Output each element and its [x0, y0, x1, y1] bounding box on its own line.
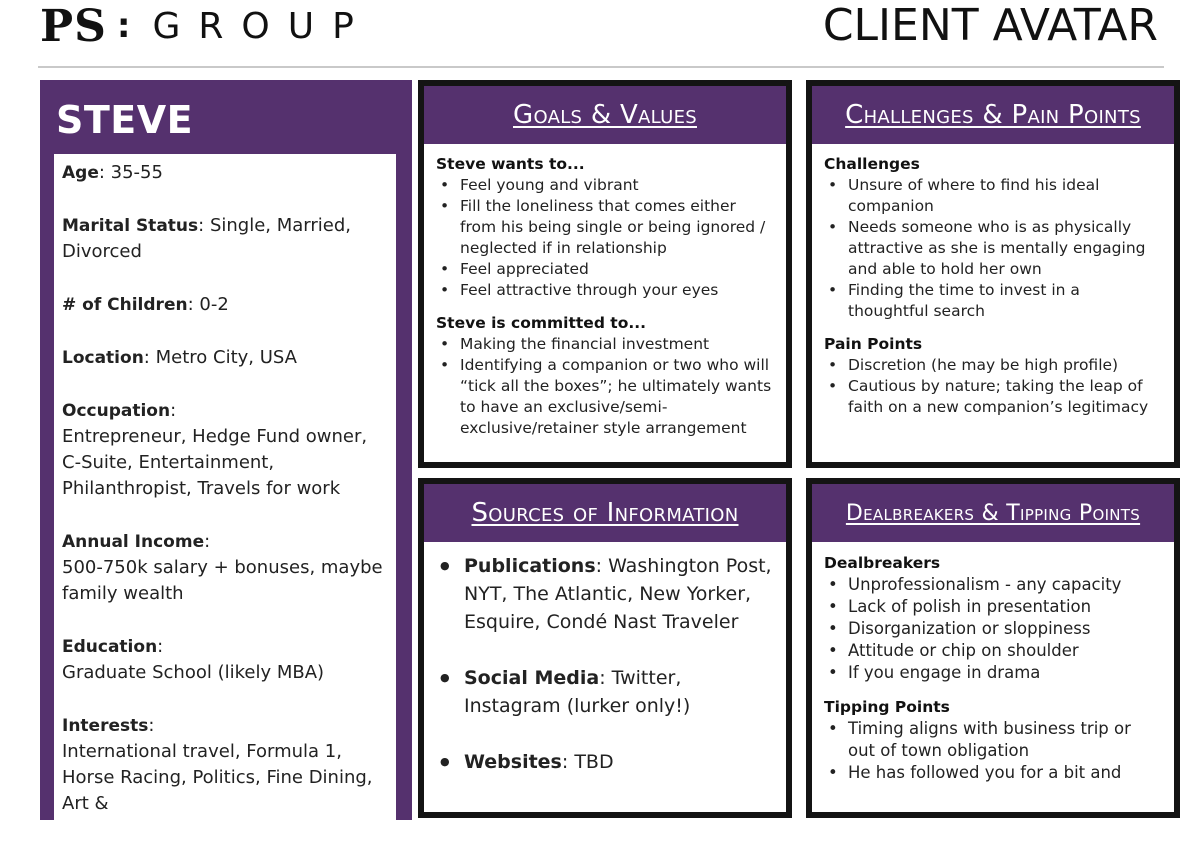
list-item: • He has followed you for a bit and — [824, 762, 1162, 784]
panel-header — [424, 86, 786, 144]
panel-title: Sources of Information — [471, 498, 739, 528]
sources-of-information-panel — [418, 478, 792, 818]
field-label: Occupation — [62, 401, 171, 421]
field-occupation: Occupation: Entrepreneur, Hedge Fund owner, C-Suite, Entertainment, Philanthropist, Travels for work — [62, 400, 368, 499]
source-label: Publications — [464, 555, 596, 577]
list-item: • Feel appreciated — [436, 259, 774, 280]
dealbreakers-list — [824, 574, 1162, 684]
dealbreakers-heading: Dealbreakers — [824, 554, 941, 572]
sources-list — [424, 542, 786, 776]
committed-list — [436, 334, 774, 439]
panel-title: Challenges & Pain Points — [845, 100, 1141, 130]
avatar-panel — [40, 80, 412, 820]
header-divider — [38, 66, 1164, 68]
field-marital-status: Marital Status: Single, Married, Divorced — [62, 215, 351, 262]
field-label: # of Children — [62, 295, 188, 315]
field-children: # of Children: 0-2 — [62, 294, 229, 315]
brand-logo — [40, 2, 372, 50]
field-location: Location: Metro City, USA — [62, 347, 297, 368]
list-item: • Discretion (he may be high profile) — [824, 355, 1162, 376]
challenges-heading: Challenges — [824, 155, 920, 173]
pain-points-heading: Pain Points — [824, 335, 923, 353]
list-item: ● Social Media: Twitter, Instagram (lurker only!) — [438, 664, 772, 720]
field-label: Marital Status — [62, 216, 199, 236]
source-value: Twitter, Instagram (lurker only!) — [464, 667, 691, 717]
document-title: CLIENT AVATAR — [822, 0, 1158, 51]
challenges-list — [824, 175, 1162, 322]
list-item: • Disorganization or sloppiness — [824, 618, 1162, 640]
list-item: • Feel young and vibrant — [436, 175, 774, 196]
source-value: TBD — [574, 751, 614, 773]
brand-group: GROUP — [152, 5, 372, 47]
brand-colon: : — [116, 6, 131, 46]
wants-list — [436, 175, 774, 301]
panel-header — [812, 484, 1174, 542]
list-item: ● Websites: TBD — [438, 748, 772, 776]
list-item: ● Publications: Washington Post, NYT, The Atlantic, New Yorker, Esquire, Condé Nast Traveler — [438, 552, 772, 636]
list-item: • Feel attractive through your eyes — [436, 280, 774, 301]
list-item: • Cautious by nature; taking the leap of faith on a new companion’s legitimacy — [824, 376, 1162, 418]
field-value: 0-2 — [199, 294, 229, 315]
field-label: Location — [62, 348, 144, 368]
brand-ps: PS — [40, 0, 107, 52]
field-label: Annual Income — [62, 532, 205, 552]
field-label: Interests — [62, 716, 149, 736]
panel-title: Dealbreakers & Tipping Points — [845, 500, 1141, 526]
field-value: 35-55 — [110, 162, 163, 183]
list-item: • Lack of polish in presentation — [824, 596, 1162, 618]
list-item: • Attitude or chip on shoulder — [824, 640, 1162, 662]
field-education: Education: Graduate School (likely MBA) — [62, 636, 325, 683]
list-item: • Unsure of where to find his ideal companion — [824, 175, 1162, 217]
list-item: • Identifying a companion or two who will “tick all the boxes”; he ultimately wants to have an exclusive/semi-exclusive/retainer style arrangement — [436, 355, 774, 439]
panel-content — [812, 542, 1174, 784]
avatar-details — [54, 154, 396, 854]
field-label: Age — [62, 163, 99, 183]
field-interests: Interests: International travel, Formula 1, Horse Racing, Politics, Fine Dining, Art & — [62, 715, 373, 814]
field-annual-income: Annual Income: 500-750k salary + bonuses, maybe family wealth — [62, 531, 383, 604]
source-value: Washington Post, NYT, The Atlantic, New Yorker, Esquire, Condé Nast Traveler — [464, 555, 772, 633]
list-item: • Finding the time to invest in a thoughtful search — [824, 280, 1162, 322]
tipping-points-list — [824, 718, 1162, 784]
list-item: • Fill the loneliness that comes either from his being single or being ignored / neglected if in relationship — [436, 196, 774, 259]
dealbreakers-tipping-points-panel — [806, 478, 1180, 818]
field-value: Single, Married, Divorced — [62, 215, 351, 262]
committed-heading: Steve is committed to... — [436, 314, 647, 332]
avatar-name: STEVE — [56, 98, 194, 142]
field-age: Age: 35-55 — [62, 162, 163, 183]
source-label: Social Media — [464, 667, 600, 689]
field-value: Entrepreneur, Hedge Fund owner, C-Suite, Entertainment, Philanthropist, Travels for work — [62, 426, 368, 499]
goals-values-panel — [418, 80, 792, 468]
panel-title: Goals & Values — [513, 100, 697, 130]
list-item: • Timing aligns with business trip or out of town obligation — [824, 718, 1162, 762]
panel-header — [812, 86, 1174, 144]
tipping-points-heading: Tipping Points — [824, 698, 950, 716]
list-item: • Needs someone who is as physically attractive as she is mentally engaging and able to hold her own — [824, 217, 1162, 280]
field-value: Graduate School (likely MBA) — [62, 662, 325, 683]
field-value: 500-750k salary + bonuses, maybe family wealth — [62, 557, 383, 604]
pain-points-list — [824, 355, 1162, 418]
panel-header — [424, 484, 786, 542]
list-item: • If you engage in drama — [824, 662, 1162, 684]
panel-content — [812, 144, 1174, 418]
list-item: • Unprofessionalism - any capacity — [824, 574, 1162, 596]
panel-content — [424, 144, 786, 439]
list-item: • Making the financial investment — [436, 334, 774, 355]
field-value: International travel, Formula 1, Horse Racing, Politics, Fine Dining, Art & — [62, 741, 373, 814]
source-label: Websites — [464, 751, 562, 773]
wants-heading: Steve wants to... — [436, 155, 585, 173]
challenges-pain-points-panel — [806, 80, 1180, 468]
field-value: Metro City, USA — [155, 347, 297, 368]
field-label: Education — [62, 637, 158, 657]
